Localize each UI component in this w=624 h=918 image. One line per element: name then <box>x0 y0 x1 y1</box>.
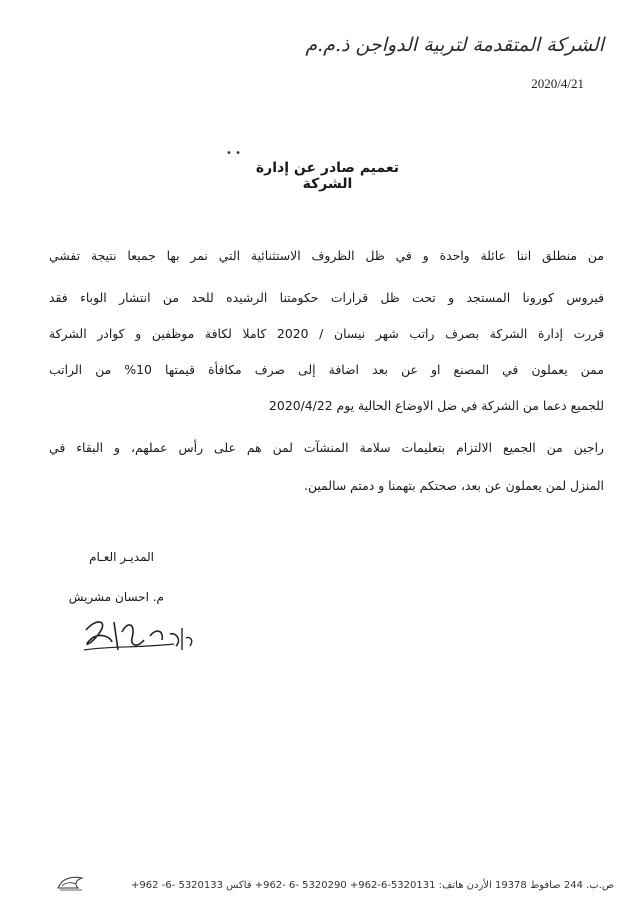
decorative-dots: • • <box>226 148 241 159</box>
company-name: الشركة المتقدمة لتربية الدواجن ذ.م.م <box>305 34 604 56</box>
signatory-name: م. احسان مشريش <box>68 590 164 604</box>
handwritten-signature <box>78 610 198 660</box>
body-line: ممن يعملون في المصنع او عن بعد اضافة إلى صرف مكافأة قيمتها 10% من الراتب <box>49 362 604 377</box>
footer-contact: ص.ب. 244 صافوط 19378 الأردن هاتف: 5320131-6-962+ 5320290 -6 -962+ فاكس 5320133 -6- 962+ <box>131 880 614 891</box>
body-line: راجين من الجميع الالتزام بتعليمات سلامة المنشآت لمن هم على رأس عملهم، و البقاء في <box>49 440 604 455</box>
body-line: من منطلق اننا عائلة واحدة و في ظل الظروف الاستثنائية التي نمر بها جميعا نتيجة تفشي <box>49 248 604 263</box>
body-line: للجميع دعما من الشركة في ضل الاوضاع الحالية يوم 2020/4/22 <box>269 398 604 413</box>
body-line: قررت إدارة الشركة بصرف راتب شهر نيسان / 2020 كاملا لكافة موظفين و كوادر الشركة <box>49 326 604 341</box>
memo-date: 2020/4/21 <box>531 76 584 91</box>
body-line: المنزل لمن يعملون عن بعد، صحتكم بتهمنا و دمتم سالمين. <box>304 478 604 493</box>
signatory-position: المديـر العـام <box>89 550 154 564</box>
memo-title: تعميم صادر عن إدارة الشركة <box>255 160 400 192</box>
body-line: فيروس كورونا المستجد و تحت ظل قرارات حكومتنا الرشيده للحد من انتشار الوباء فقد <box>49 290 604 305</box>
